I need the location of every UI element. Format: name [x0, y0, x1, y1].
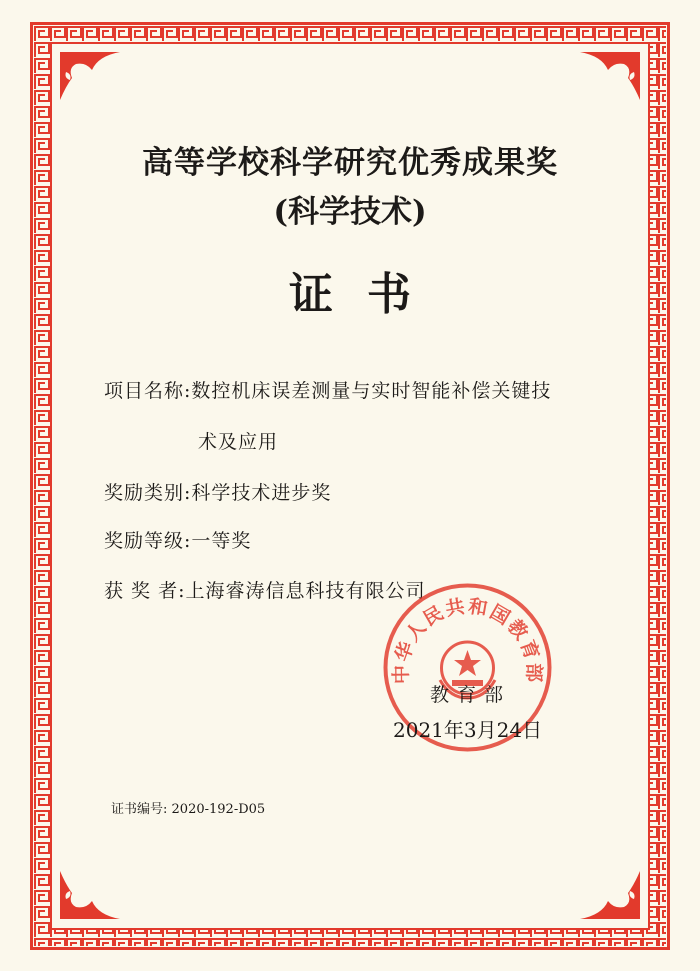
field-label: 获 奖 者: — [104, 580, 186, 602]
certificate-number — [111, 798, 265, 817]
cert-number-label: 证书编号: — [111, 802, 168, 817]
field-project-name-cont: 术及应用 — [198, 431, 279, 453]
field-award-category — [104, 478, 331, 505]
seal-text: 中华人民共和国教育部 — [390, 595, 545, 685]
field-awardee — [104, 576, 426, 603]
field-value: 一等奖 — [191, 530, 252, 552]
corner-ornament-icon — [58, 50, 122, 102]
field-value: 上海睿涛信息科技有限公司 — [185, 580, 426, 602]
corner-ornament-icon — [578, 50, 642, 102]
field-award-level — [104, 526, 251, 553]
corner-ornament-icon — [578, 869, 642, 921]
cert-number-value: 2020-192-D05 — [171, 802, 266, 817]
field-value: 科学技术进步奖 — [191, 482, 332, 504]
certificate-subtitle: (科学技术) — [273, 194, 427, 230]
field-project-name — [104, 376, 551, 403]
issue-date: 2021年3月24日 — [393, 718, 543, 742]
certificate-heading: 证书 — [289, 269, 445, 320]
issuer-name: 教育部 — [430, 684, 512, 706]
certificate-title: 高等学校科学研究优秀成果奖 — [142, 145, 558, 181]
field-label: 项目名称: — [104, 380, 192, 402]
field-label: 奖励类别: — [104, 482, 192, 504]
field-value: 数控机床误差测量与实时智能补偿关键技 — [191, 380, 552, 402]
corner-ornament-icon — [58, 869, 122, 921]
field-label: 奖励等级: — [104, 530, 192, 552]
